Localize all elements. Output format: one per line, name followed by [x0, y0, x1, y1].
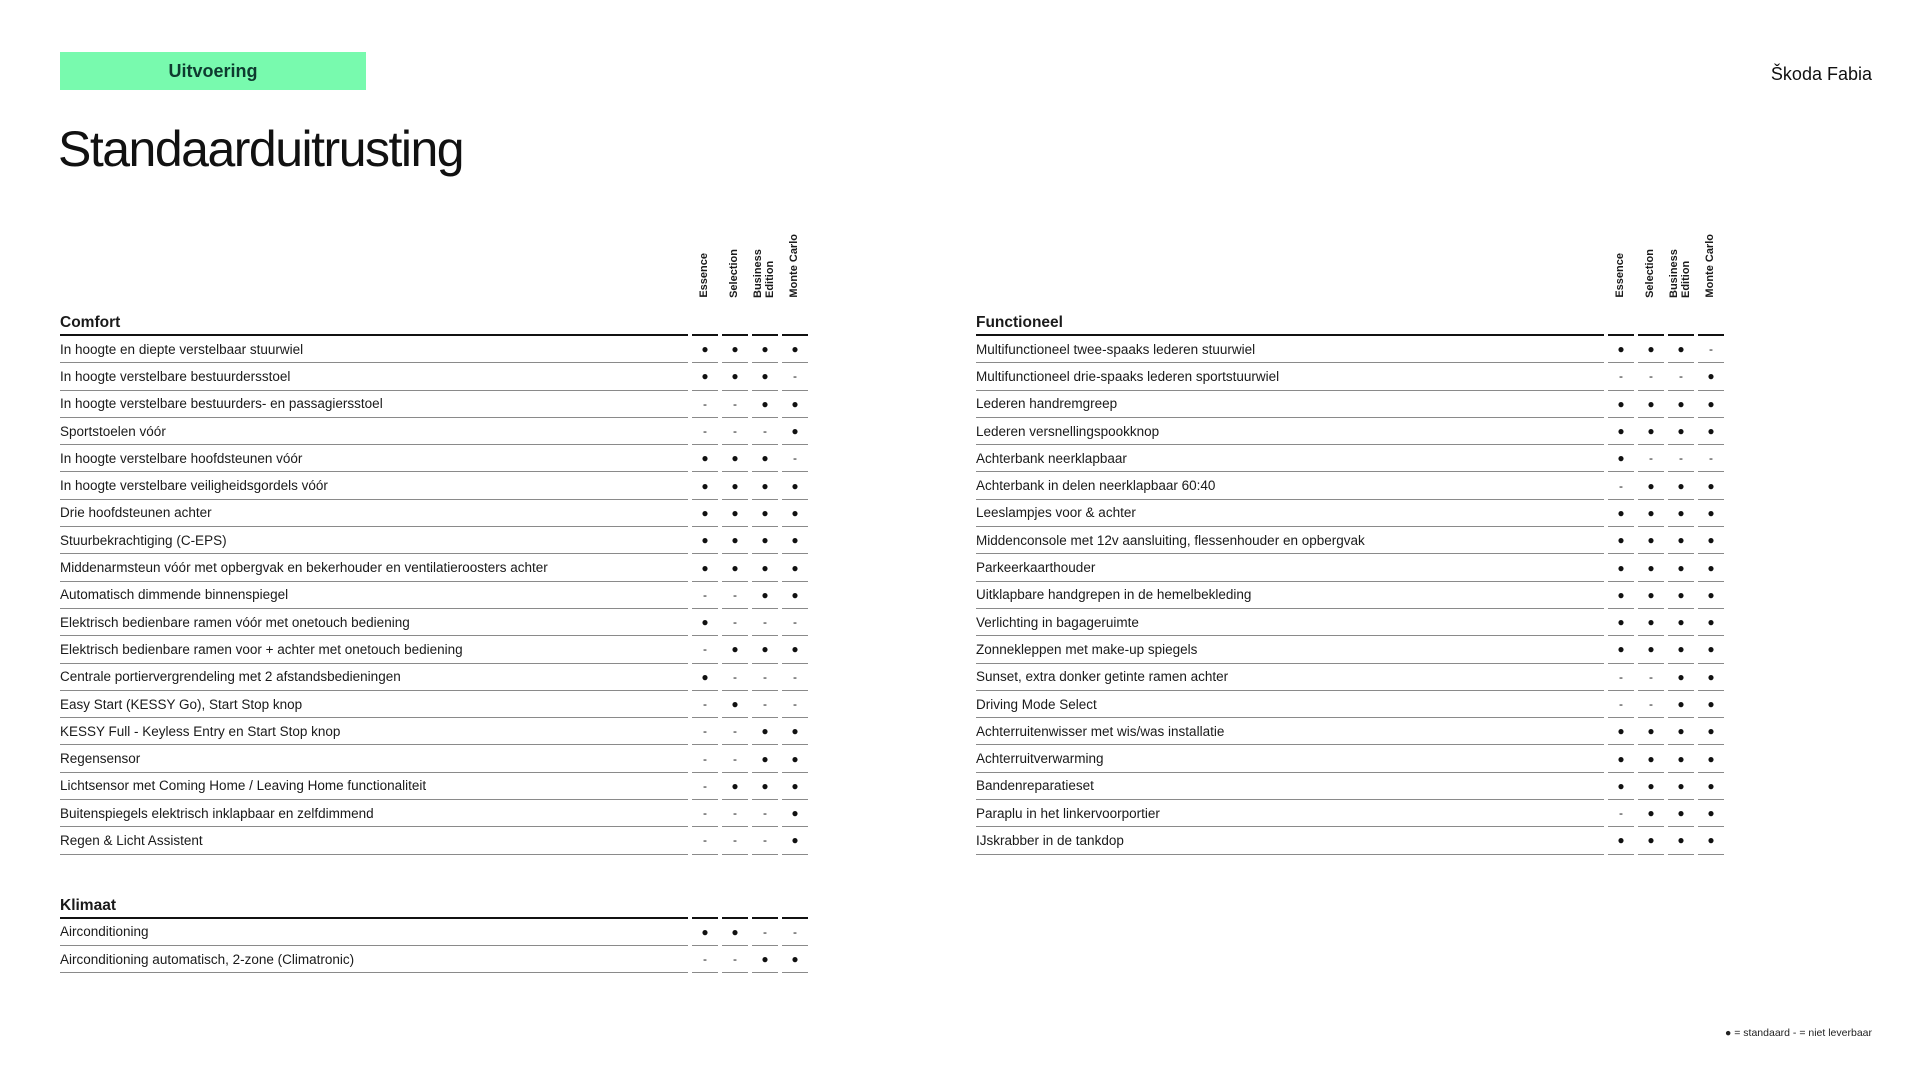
- availability-mark: ●: [1698, 609, 1724, 636]
- feature-label: Regen & Licht Assistent: [60, 827, 688, 854]
- availability-mark: ●: [782, 391, 808, 418]
- legend: ● = standaard - = niet leverbaar: [1724, 1027, 1872, 1039]
- availability-mark: ●: [1608, 582, 1634, 609]
- availability-mark: ●: [1668, 554, 1694, 581]
- table-row: [60, 919, 813, 946]
- availability-mark: ●: [1668, 527, 1694, 554]
- feature-label: In hoogte verstelbare bestuurdersstoel: [60, 363, 688, 390]
- availability-mark: ●: [722, 472, 748, 499]
- availability-mark: ●: [1698, 800, 1724, 827]
- section-title: Klimaat: [60, 897, 688, 919]
- availability-mark: ●: [752, 773, 778, 800]
- availability-mark: ●: [722, 363, 748, 390]
- availability-mark: ●: [692, 363, 718, 390]
- availability-mark: ●: [1608, 391, 1634, 418]
- feature-label: Achterruitenwisser met wis/was installatie: [976, 718, 1604, 745]
- section-title: Functioneel: [976, 314, 1604, 336]
- availability-mark: ●: [1638, 472, 1664, 499]
- availability-mark: ●: [782, 336, 808, 363]
- availability-mark: ●: [1608, 527, 1634, 554]
- feature-label: Lederen handremgreep: [976, 391, 1604, 418]
- column-header-label: Monte Carlo: [788, 234, 800, 298]
- table-row: [60, 827, 813, 854]
- availability-mark: ●: [1668, 336, 1694, 363]
- availability-mark: ●: [752, 363, 778, 390]
- availability-mark: ●: [1638, 773, 1664, 800]
- availability-mark: -: [722, 582, 748, 609]
- availability-mark: ●: [1668, 609, 1694, 636]
- availability-mark: -: [752, 691, 778, 718]
- availability-mark: -: [1608, 691, 1634, 718]
- availability-mark: ●: [782, 718, 808, 745]
- availability-mark: ●: [1698, 827, 1724, 854]
- availability-mark: -: [722, 827, 748, 854]
- availability-mark: -: [752, 827, 778, 854]
- column-header-label: Monte Carlo: [1704, 234, 1716, 298]
- feature-label: Airconditioning: [60, 919, 688, 946]
- availability-mark: -: [1608, 664, 1634, 691]
- table-row: [60, 554, 813, 581]
- availability-mark: ●: [1638, 800, 1664, 827]
- availability-mark: ●: [1698, 500, 1724, 527]
- availability-mark: -: [752, 418, 778, 445]
- availability-mark: -: [1698, 336, 1724, 363]
- feature-label: Sportstoelen vóór: [60, 418, 688, 445]
- feature-label: Lichtsensor met Coming Home / Leaving Home functionaliteit: [60, 773, 688, 800]
- availability-mark: ●: [1638, 718, 1664, 745]
- feature-label: Easy Start (KESSY Go), Start Stop knop: [60, 691, 688, 718]
- availability-mark: ●: [1698, 718, 1724, 745]
- availability-mark: ●: [1638, 418, 1664, 445]
- availability-mark: ●: [752, 554, 778, 581]
- column-header-label: Selection: [1644, 249, 1656, 298]
- availability-mark: ●: [692, 472, 718, 499]
- availability-mark: ●: [782, 636, 808, 663]
- availability-mark: ●: [1608, 445, 1634, 472]
- availability-mark: -: [692, 827, 718, 854]
- availability-mark: -: [782, 919, 808, 946]
- availability-mark: -: [692, 745, 718, 772]
- availability-mark: -: [1608, 800, 1634, 827]
- availability-mark: -: [782, 609, 808, 636]
- availability-mark: ●: [1668, 691, 1694, 718]
- table-row: [976, 773, 1729, 800]
- column-headers: [60, 222, 813, 298]
- feature-label: Achterbank neerklapbaar: [976, 445, 1604, 472]
- availability-mark: ●: [692, 609, 718, 636]
- availability-mark: ●: [752, 445, 778, 472]
- feature-label: Middenconsole met 12v aansluiting, flessenhouder en opbergvak: [976, 527, 1604, 554]
- availability-mark: ●: [782, 773, 808, 800]
- table-row: [60, 691, 813, 718]
- availability-mark: ●: [1608, 554, 1634, 581]
- availability-mark: -: [722, 664, 748, 691]
- feature-label: Achterbank in delen neerklapbaar 60:40: [976, 472, 1604, 499]
- table-row: [60, 527, 813, 554]
- feature-label: Parkeerkaarthouder: [976, 554, 1604, 581]
- availability-mark: ●: [1638, 827, 1664, 854]
- availability-mark: ●: [752, 636, 778, 663]
- availability-mark: ●: [1668, 418, 1694, 445]
- availability-mark: -: [1638, 691, 1664, 718]
- equipment-section: [976, 298, 1729, 855]
- availability-mark: ●: [1638, 500, 1664, 527]
- column-header-label: Essence: [1614, 253, 1626, 298]
- availability-mark: ●: [722, 445, 748, 472]
- availability-mark: -: [692, 773, 718, 800]
- availability-mark: ●: [692, 919, 718, 946]
- availability-mark: ●: [722, 527, 748, 554]
- table-row: [976, 800, 1729, 827]
- table-row: [60, 745, 813, 772]
- feature-label: Centrale portiervergrendeling met 2 afstandsbedieningen: [60, 664, 688, 691]
- table-row: [60, 336, 813, 363]
- availability-mark: ●: [782, 827, 808, 854]
- availability-mark: ●: [1608, 827, 1634, 854]
- column-header: [1698, 222, 1722, 298]
- availability-mark: -: [752, 919, 778, 946]
- availability-mark: -: [692, 946, 718, 973]
- availability-mark: ●: [1698, 472, 1724, 499]
- availability-mark: ●: [692, 554, 718, 581]
- column-header: [1608, 222, 1632, 298]
- section-badge: Uitvoering: [60, 52, 366, 90]
- availability-mark: -: [782, 691, 808, 718]
- availability-mark: ●: [1608, 336, 1634, 363]
- availability-mark: ●: [722, 773, 748, 800]
- availability-mark: ●: [1668, 827, 1694, 854]
- availability-mark: ●: [782, 745, 808, 772]
- availability-mark: ●: [752, 527, 778, 554]
- feature-label: Stuurbekrachtiging (C-EPS): [60, 527, 688, 554]
- feature-label: Elektrisch bedienbare ramen vóór met onetouch bediening: [60, 609, 688, 636]
- availability-mark: ●: [692, 336, 718, 363]
- availability-mark: ●: [782, 800, 808, 827]
- section-header: [976, 298, 1729, 336]
- availability-mark: -: [722, 745, 748, 772]
- feature-label: IJskrabber in de tankdop: [976, 827, 1604, 854]
- availability-mark: -: [752, 664, 778, 691]
- column-header-label: Business Edition: [752, 249, 776, 298]
- feature-label: Elektrisch bedienbare ramen voor + achter met onetouch bediening: [60, 636, 688, 663]
- availability-mark: -: [722, 718, 748, 745]
- availability-mark: ●: [782, 582, 808, 609]
- feature-label: KESSY Full - Keyless Entry en Start Stop knop: [60, 718, 688, 745]
- table-row: [60, 773, 813, 800]
- table-row: [976, 636, 1729, 663]
- availability-mark: ●: [1668, 800, 1694, 827]
- availability-mark: ●: [722, 919, 748, 946]
- availability-mark: ●: [1668, 718, 1694, 745]
- feature-label: Automatisch dimmende binnenspiegel: [60, 582, 688, 609]
- availability-mark: -: [1668, 445, 1694, 472]
- availability-mark: -: [722, 800, 748, 827]
- availability-mark: ●: [782, 472, 808, 499]
- availability-mark: ●: [1638, 527, 1664, 554]
- table-row: [976, 609, 1729, 636]
- table-row: [60, 391, 813, 418]
- availability-mark: ●: [722, 636, 748, 663]
- availability-mark: ●: [1668, 391, 1694, 418]
- availability-mark: -: [692, 691, 718, 718]
- table-row: [60, 472, 813, 499]
- table-row: [976, 527, 1729, 554]
- equipment-section: [60, 881, 813, 974]
- availability-mark: ●: [1608, 718, 1634, 745]
- table-row: [976, 582, 1729, 609]
- table-row: [60, 800, 813, 827]
- feature-label: Buitenspiegels elektrisch inklapbaar en zelfdimmend: [60, 800, 688, 827]
- availability-mark: ●: [692, 664, 718, 691]
- availability-mark: ●: [722, 554, 748, 581]
- availability-mark: -: [752, 609, 778, 636]
- availability-mark: ●: [782, 946, 808, 973]
- feature-label: Lederen versnellingspookknop: [976, 418, 1604, 445]
- availability-mark: ●: [752, 391, 778, 418]
- feature-label: Bandenreparatieset: [976, 773, 1604, 800]
- availability-mark: -: [722, 946, 748, 973]
- column-header: [782, 222, 806, 298]
- availability-mark: ●: [1668, 664, 1694, 691]
- column-header: [1668, 222, 1692, 298]
- availability-mark: ●: [752, 336, 778, 363]
- table-row: [976, 391, 1729, 418]
- feature-label: Driving Mode Select: [976, 691, 1604, 718]
- feature-label: Multifunctioneel twee-spaaks lederen stuurwiel: [976, 336, 1604, 363]
- availability-mark: ●: [722, 500, 748, 527]
- table-row: [60, 946, 813, 973]
- availability-mark: -: [782, 664, 808, 691]
- column-header: [752, 222, 776, 298]
- availability-mark: ●: [1638, 554, 1664, 581]
- table-row: [60, 636, 813, 663]
- availability-mark: ●: [1638, 745, 1664, 772]
- table-row: [976, 554, 1729, 581]
- availability-mark: -: [1698, 445, 1724, 472]
- table-row: [60, 609, 813, 636]
- table-row: [976, 745, 1729, 772]
- availability-mark: ●: [1668, 773, 1694, 800]
- availability-mark: ●: [752, 718, 778, 745]
- availability-mark: ●: [1608, 418, 1634, 445]
- availability-mark: ●: [1698, 582, 1724, 609]
- availability-mark: ●: [1698, 691, 1724, 718]
- column-header-label: Essence: [698, 253, 710, 298]
- table-row: [60, 500, 813, 527]
- table-row: [976, 691, 1729, 718]
- availability-mark: ●: [722, 336, 748, 363]
- availability-mark: ●: [1668, 582, 1694, 609]
- availability-mark: -: [692, 800, 718, 827]
- section-title: Comfort: [60, 314, 688, 336]
- availability-mark: ●: [722, 691, 748, 718]
- table-row: [60, 363, 813, 390]
- right-equipment-table: [976, 222, 1729, 855]
- availability-mark: ●: [752, 472, 778, 499]
- availability-mark: -: [782, 363, 808, 390]
- availability-mark: -: [1668, 363, 1694, 390]
- availability-mark: -: [1608, 472, 1634, 499]
- availability-mark: ●: [1698, 527, 1724, 554]
- feature-label: Sunset, extra donker getinte ramen achter: [976, 664, 1604, 691]
- availability-mark: ●: [782, 418, 808, 445]
- page-title: Standaarduitrusting: [58, 121, 464, 177]
- availability-mark: -: [692, 418, 718, 445]
- column-header: [722, 222, 746, 298]
- availability-mark: -: [722, 418, 748, 445]
- feature-label: In hoogte en diepte verstelbaar stuurwiel: [60, 336, 688, 363]
- feature-label: Paraplu in het linkervoorportier: [976, 800, 1604, 827]
- brand-name: Škoda Fabia: [1770, 64, 1872, 84]
- availability-mark: ●: [782, 500, 808, 527]
- availability-mark: ●: [1698, 391, 1724, 418]
- table-row: [976, 718, 1729, 745]
- availability-mark: -: [722, 609, 748, 636]
- table-row: [60, 718, 813, 745]
- feature-label: Leeslampjes voor & achter: [976, 500, 1604, 527]
- section-header: [60, 881, 813, 919]
- section-header: [60, 298, 813, 336]
- feature-label: Zonnekleppen met make-up spiegels: [976, 636, 1604, 663]
- availability-mark: ●: [1638, 609, 1664, 636]
- availability-mark: ●: [1668, 500, 1694, 527]
- availability-mark: -: [722, 391, 748, 418]
- availability-mark: ●: [1698, 363, 1724, 390]
- feature-label: Regensensor: [60, 745, 688, 772]
- availability-mark: ●: [752, 745, 778, 772]
- column-header-label: Selection: [728, 249, 740, 298]
- availability-mark: ●: [1698, 636, 1724, 663]
- availability-mark: -: [692, 718, 718, 745]
- table-row: [60, 445, 813, 472]
- feature-label: In hoogte verstelbare hoofdsteunen vóór: [60, 445, 688, 472]
- table-row: [976, 472, 1729, 499]
- availability-mark: ●: [1698, 664, 1724, 691]
- feature-label: Drie hoofdsteunen achter: [60, 500, 688, 527]
- equipment-section: [60, 298, 813, 855]
- left-equipment-table: [60, 222, 813, 973]
- availability-mark: -: [1638, 363, 1664, 390]
- availability-mark: ●: [1608, 500, 1634, 527]
- table-row: [976, 500, 1729, 527]
- column-header-label: Business Edition: [1668, 249, 1692, 298]
- availability-mark: ●: [1668, 745, 1694, 772]
- availability-mark: ●: [1608, 773, 1634, 800]
- feature-label: Middenarmsteun vóór met opbergvak en bekerhouder en ventilatieroosters achter: [60, 554, 688, 581]
- availability-mark: ●: [1698, 745, 1724, 772]
- availability-mark: ●: [1668, 472, 1694, 499]
- table-row: [60, 418, 813, 445]
- availability-mark: ●: [1698, 554, 1724, 581]
- availability-mark: ●: [782, 527, 808, 554]
- feature-label: Verlichting in bagageruimte: [976, 609, 1604, 636]
- availability-mark: -: [1638, 664, 1664, 691]
- availability-mark: -: [752, 800, 778, 827]
- availability-mark: -: [782, 445, 808, 472]
- column-headers: [976, 222, 1729, 298]
- availability-mark: -: [692, 391, 718, 418]
- availability-mark: ●: [1608, 636, 1634, 663]
- availability-mark: ●: [692, 527, 718, 554]
- availability-mark: ●: [1638, 336, 1664, 363]
- availability-mark: ●: [1608, 609, 1634, 636]
- availability-mark: ●: [1608, 745, 1634, 772]
- availability-mark: -: [1608, 363, 1634, 390]
- availability-mark: -: [692, 636, 718, 663]
- availability-mark: ●: [1698, 773, 1724, 800]
- availability-mark: ●: [752, 500, 778, 527]
- table-row: [976, 418, 1729, 445]
- table-row: [60, 664, 813, 691]
- availability-mark: -: [1638, 445, 1664, 472]
- availability-mark: ●: [1638, 582, 1664, 609]
- table-row: [60, 582, 813, 609]
- availability-mark: -: [692, 582, 718, 609]
- availability-mark: ●: [692, 445, 718, 472]
- column-header: [692, 222, 716, 298]
- feature-label: Uitklapbare handgrepen in de hemelbekleding: [976, 582, 1604, 609]
- feature-label: Airconditioning automatisch, 2-zone (Climatronic): [60, 946, 688, 973]
- table-row: [976, 445, 1729, 472]
- feature-label: In hoogte verstelbare bestuurders- en passagiersstoel: [60, 391, 688, 418]
- availability-mark: ●: [782, 554, 808, 581]
- feature-label: In hoogte verstelbare veiligheidsgordels vóór: [60, 472, 688, 499]
- feature-label: Multifunctioneel drie-spaaks lederen sportstuurwiel: [976, 363, 1604, 390]
- table-row: [976, 827, 1729, 854]
- availability-mark: ●: [1668, 636, 1694, 663]
- availability-mark: ●: [692, 500, 718, 527]
- availability-mark: ●: [752, 582, 778, 609]
- table-row: [976, 664, 1729, 691]
- table-row: [976, 363, 1729, 390]
- column-header: [1638, 222, 1662, 298]
- table-row: [976, 336, 1729, 363]
- availability-mark: ●: [752, 946, 778, 973]
- availability-mark: ●: [1638, 636, 1664, 663]
- feature-label: Achterruitverwarming: [976, 745, 1604, 772]
- availability-mark: ●: [1698, 418, 1724, 445]
- availability-mark: ●: [1638, 391, 1664, 418]
